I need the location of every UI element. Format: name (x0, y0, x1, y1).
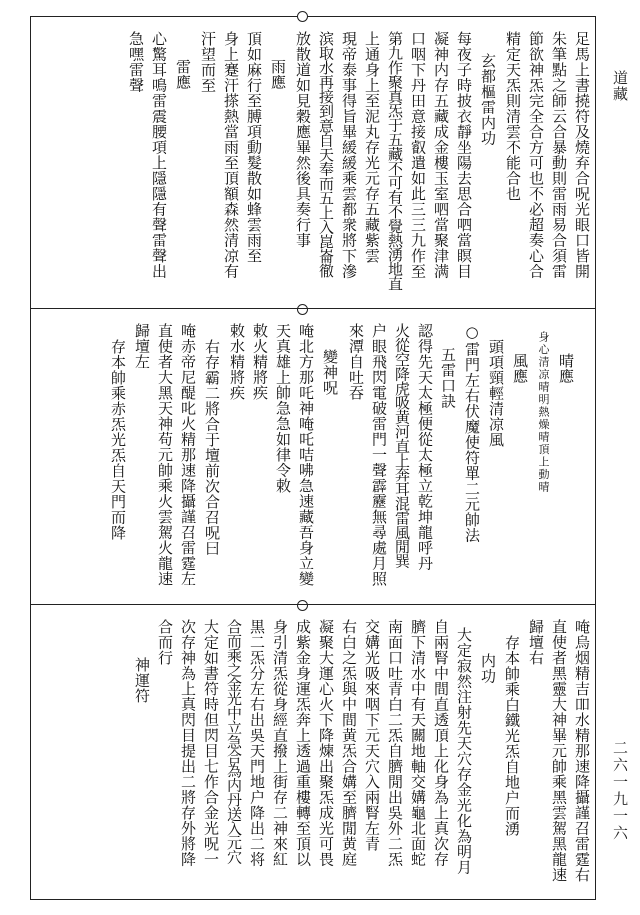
text-column: 直使者黑靈大神畢元帥乘黑雲駕黑龍速 (550, 619, 568, 883)
text-column: 朱筆點之師云合暴動則雷雨易合須雷 (550, 31, 568, 279)
section-heading: 變神呪 (321, 349, 339, 396)
text-column: 頭項頸輕清凉風 (487, 339, 505, 448)
text-column: 右白之炁與中間黄炁合媾至臍閒黄庭 (340, 619, 358, 867)
text-column: 存本帥乘赤炁光炁自天門而降 (109, 339, 127, 541)
text-column: 現帝泰事得旨畢緩緩乘雲都衆將下滲 (340, 31, 358, 279)
margin-top-label: 道藏 (611, 70, 629, 102)
text-column: 節欲神炁完全合方可也不必超奏心合 (527, 31, 545, 279)
text-column: 自兩腎中間直透頂上化身為上真次存 (432, 619, 450, 867)
text-column: 凝神内存五藏成金樓玉室呬當聚津满 (432, 31, 450, 279)
section-heading: 晴應 (557, 353, 575, 384)
text-column: 唵北方那吒神唵吒咭咈急速藏吾身立變 (297, 323, 315, 587)
section-heading: 五雷口訣 (439, 347, 457, 409)
section-heading: 神運符 (133, 657, 151, 704)
text-column: 第九作聚真炁于五藏不可有不覺熱湧地直 (386, 31, 404, 291)
section-heading: 内功 (479, 653, 497, 684)
text-column: 來潭自吐吞 (347, 323, 365, 401)
text-column: 火從空降虎吸黄河直上奔耳混雷風閒巽 (393, 323, 411, 568)
text-column: 唵烏烟精吉吅水精那速降攝謹召雷霆右 (573, 619, 591, 883)
text-column: 唵赤帝尼醍叱火精那速降攝謹召雷霆左 (179, 323, 197, 587)
text-column: 南面口吐青白二炁自臍閒出吳外二炁 (386, 619, 404, 867)
text-column: 敕火精將疾 (251, 323, 269, 401)
text-column: 汗望而至 (199, 31, 217, 93)
text-column: 精定天炁則清雲不能合也 (504, 31, 522, 202)
text-column: 右存霸二將合于壇前次合召呪曰 (203, 339, 221, 556)
section-heading: 玄都樞雷内功 (479, 53, 497, 146)
text-column: 大定如書符時但閃目七作合金光呪一 (202, 619, 220, 867)
text-column: 天真雄上帥急急如律令敕 (274, 323, 292, 494)
section-heading: 雷應 (174, 59, 192, 90)
text-column: 急嘿雷聲 (127, 31, 145, 93)
text-column: 身引清炁從身經直撥上街存二神來紅 (271, 619, 289, 867)
text-column: 大定寂然注射先天穴存金光化為明月 (455, 627, 473, 875)
text-column: 足馬上書撓符及燒弃合呪光眼口皆開 (573, 31, 591, 279)
text-column: 心驚耳鳴雷震腰項上隱隱有聲雷聲出 (150, 31, 168, 279)
text-column: 黒二炁分左右出吳天門地户降出二将 (248, 619, 266, 867)
text-column: 合而行 (156, 619, 174, 666)
section-heading: 雨應 (269, 59, 287, 90)
text-column: 臍下清水中有天關地軸交媾龜北面蛇 (409, 619, 427, 867)
text-column: 凝聚大運心火下降煉出聚炁成光可畏 (317, 619, 335, 867)
text-column: 認得先天太極便從太極立乾坤龍呼丹 (416, 323, 434, 571)
middle-panel (31, 309, 595, 605)
text-column: 敕水精將疾 (228, 323, 246, 401)
section-heading: 風應 (511, 353, 529, 384)
text-column: 成紫金身運炁奔上透過重樓轉至頂以 (294, 619, 312, 867)
text-column: 存本帥乘白鐵光炁自地户而湧 (503, 635, 521, 837)
text-column: 歸壇右 (527, 619, 545, 666)
text-column: 次存神為上真閃目提出二將存外將降 (179, 619, 197, 867)
text-column: 户眼飛閃電破雷門一聲霹靂無尋處月照 (370, 323, 388, 587)
text-column: 交媾光吸來咽下元天穴入兩腎左青 (363, 619, 381, 852)
text-column: 直使者大黑天神苟元帥乘火雲駕火龍速 (156, 323, 174, 587)
text-column: 滨取水再接到意自天奉而五上入崑崙徹 (317, 31, 335, 278)
page-number: 二六一九一六 (611, 740, 629, 842)
text-column: 口咽下丹田意接叡遣如此三三九作至 (409, 31, 427, 279)
bottom-panel (31, 605, 595, 901)
text-column: 每夜子時披衣靜坐陽去思合呬當瞑目 (455, 31, 473, 279)
text-column: 上通身上至泥丸存光元存五藏紫雲 (363, 31, 381, 264)
text-column: 放散道如見穀應畢然後具奏行事 (294, 31, 312, 248)
text-column: 身上蹇汗搽熱當雨至頂額森然清凉有 (222, 31, 240, 279)
text-column: 歸壇左 (133, 323, 151, 370)
text-column: 頂如麻行至膊項動髮散如蜂雲雨至 (245, 31, 263, 264)
text-column: 合而乘之金光中立急合為内丹送入元穴 (225, 619, 243, 864)
page-frame (30, 16, 596, 900)
section-heading: ○雷門左右伏魔使符單二元帥法 (463, 323, 481, 543)
top-panel (31, 17, 595, 309)
text-column: 身心清凉晴明熱燥晴頂上動晴 (537, 331, 550, 494)
